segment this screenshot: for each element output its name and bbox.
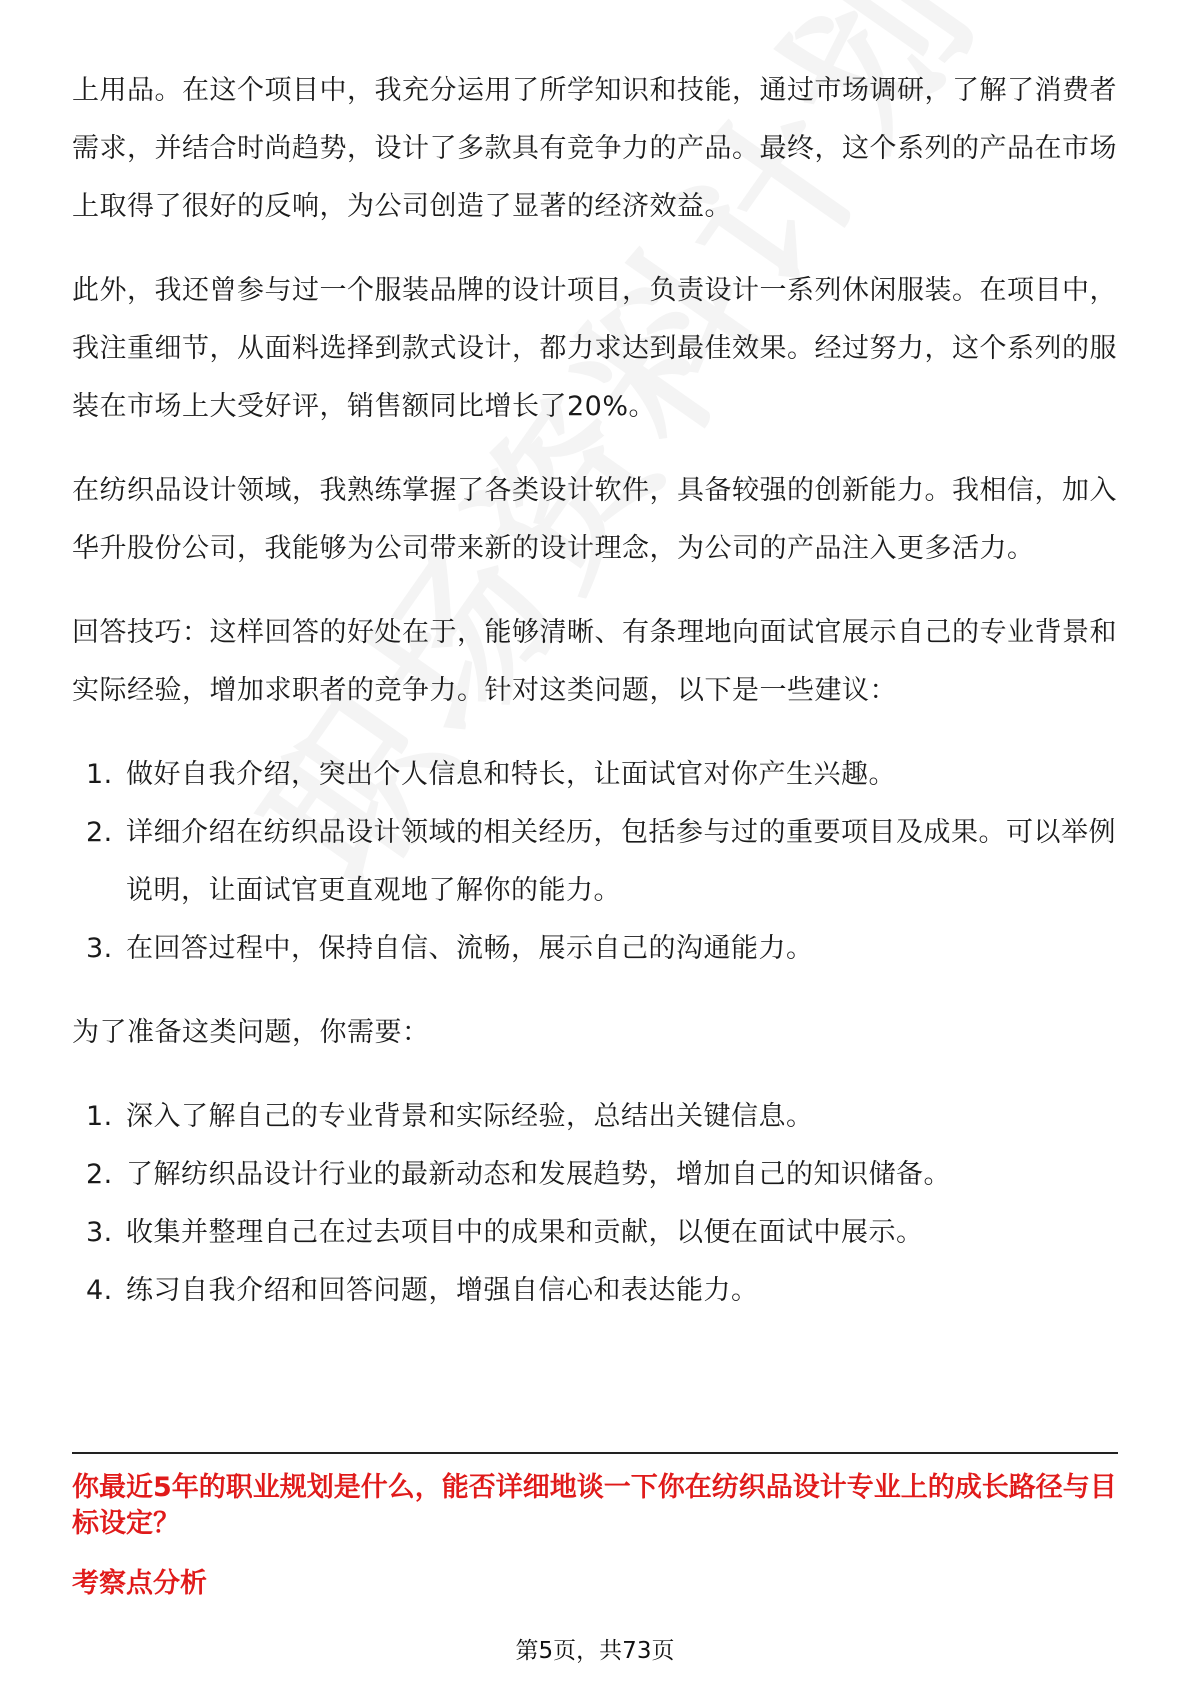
suggestion-list xyxy=(72,746,1118,978)
list-item-text: 深入了解自己的专业背景和实际经验，总结出关键信息。 xyxy=(126,1101,814,1132)
paragraph-answer-tips: 回答技巧：这样回答的好处在于，能够清晰、有条理地向面试官展示自己的专业背景和实际经验，增加求职者的竞争力。针对这类问题，以下是一些建议： xyxy=(72,617,1117,706)
list-item xyxy=(72,920,1118,978)
list-item xyxy=(72,804,1118,920)
list-item xyxy=(72,1262,1118,1320)
question-heading: 你最近5年的职业规划是什么，能否详细地谈一下你在纺织品设计专业上的成长路径与目标设定？ xyxy=(72,1472,1117,1539)
list-item-text: 做好自我介绍，突出个人信息和特长，让面试官对你产生兴趣。 xyxy=(126,759,896,790)
list-number: 1. xyxy=(86,1101,113,1132)
list-number: 4. xyxy=(86,1275,113,1306)
list-number: 3. xyxy=(86,933,113,964)
document-body xyxy=(72,62,1118,1346)
analysis-subheading: 考察点分析 xyxy=(72,1568,207,1599)
list-number: 1. xyxy=(86,759,113,790)
list-item xyxy=(72,1088,1118,1146)
list-item xyxy=(72,746,1118,804)
list-item-text: 详细介绍在纺织品设计领域的相关经历，包括参与过的重要项目及成果。可以举例说明，让面试官更直观地了解你的能力。 xyxy=(126,817,1116,906)
preparation-list xyxy=(72,1088,1118,1320)
section-divider xyxy=(72,1452,1118,1454)
list-item-text: 了解纺织品设计行业的最新动态和发展趋势，增加自己的知识储备。 xyxy=(126,1159,951,1190)
list-number: 2. xyxy=(86,1159,113,1190)
paragraph-apparel-project: 此外，我还曾参与过一个服装品牌的设计项目，负责设计一系列休闲服装。在项目中，我注重细节，从面料选择到款式设计，都力求达到最佳效果。经过努力，这个系列的服装在市场上大受好评，销售额同比增长了20%。 xyxy=(72,275,1117,422)
paragraph-project-result: 上用品。在这个项目中，我充分运用了所学知识和技能，通过市场调研，了解了消费者需求，并结合时尚趋势，设计了多款具有竞争力的产品。最终，这个系列的产品在市场上取得了很好的反响，为公司创造了显著的经济效益。 xyxy=(72,75,1117,222)
page-number-footer: 第5页，共73页 xyxy=(515,1638,675,1664)
paragraph-prep-intro: 为了准备这类问题，你需要： xyxy=(72,1017,430,1048)
list-item xyxy=(72,1204,1118,1262)
list-item-text: 在回答过程中，保持自信、流畅，展示自己的沟通能力。 xyxy=(126,933,814,964)
list-item xyxy=(72,1146,1118,1204)
list-number: 2. xyxy=(86,817,113,848)
paragraph-design-skills: 在纺织品设计领域，我熟练掌握了各类设计软件，具备较强的创新能力。我相信，加入华升股份公司，我能够为公司带来新的设计理念，为公司的产品注入更多活力。 xyxy=(72,475,1117,564)
list-item-text: 收集并整理自己在过去项目中的成果和贡献，以便在面试中展示。 xyxy=(126,1217,924,1248)
list-number: 3. xyxy=(86,1217,113,1248)
list-item-text: 练习自我介绍和回答问题，增强自信心和表达能力。 xyxy=(126,1275,759,1306)
